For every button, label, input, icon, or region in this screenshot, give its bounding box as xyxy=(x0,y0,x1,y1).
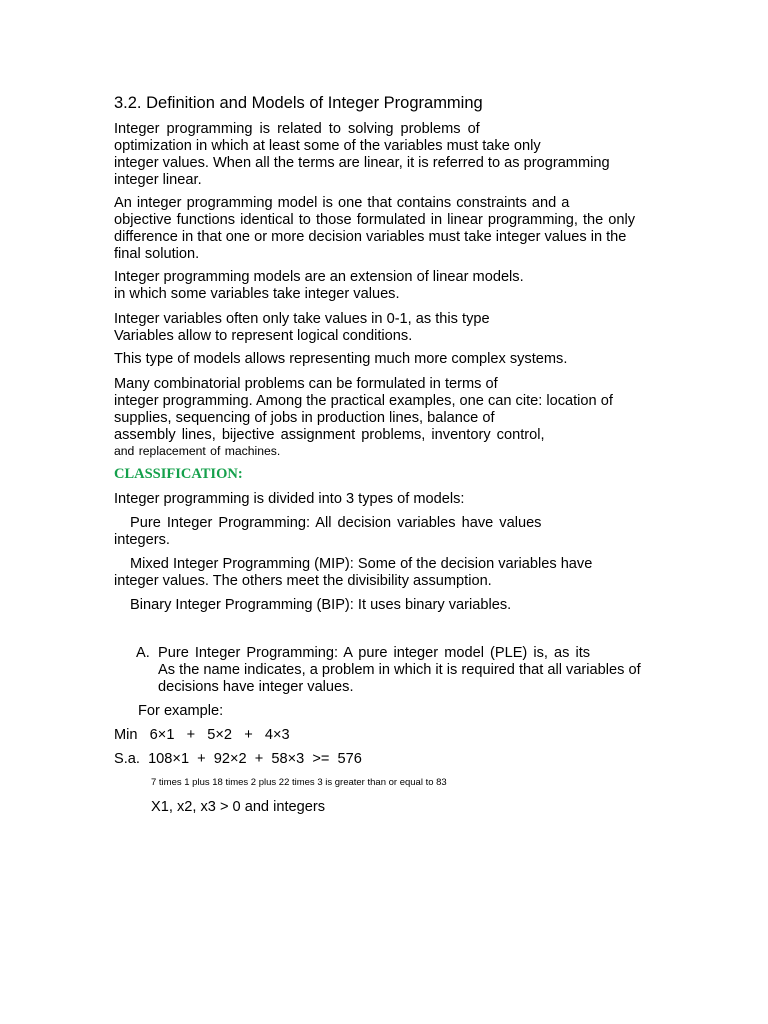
list-item xyxy=(114,556,592,573)
paragraph-line: assembly lines, bijective assignment problems, inventory control, xyxy=(114,427,545,443)
constraint-line: S.a. 108×1 + 92×2 + 58×3 >= 576 xyxy=(114,751,362,767)
list-item xyxy=(114,597,511,614)
paragraph-line: This type of models allows representing much more complex systems. xyxy=(114,351,568,367)
paragraph-line: in which some variables take integer values. xyxy=(114,286,400,302)
list-item-text: Binary Integer Programming (BIP): It uses binary variables. xyxy=(130,597,512,613)
section-heading: 3.2. Definition and Models of Integer Programming xyxy=(114,94,483,112)
intro-text: Integer programming is divided into 3 types of models: xyxy=(114,491,465,507)
paragraph-line: integer programming. Among the practical examples, one can cite: location of xyxy=(114,393,613,409)
small-note: 7 times 1 plus 18 times 2 plus 22 times 3 is greater than or equal to 83 xyxy=(151,777,447,788)
list-item-continuation: integers. xyxy=(114,532,170,548)
section-marker: A. xyxy=(136,645,150,661)
paragraph-line: and replacement of machines. xyxy=(114,444,281,458)
paragraph-line: Integer variables often only take values in 0-1, as this type xyxy=(114,311,490,327)
list-item-continuation: integer values. The others meet the divisibility assumption. xyxy=(114,573,492,589)
paragraph-line: integer linear. xyxy=(114,172,202,188)
paragraph-line: supplies, sequencing of jobs in production lines, balance of xyxy=(114,410,495,426)
list-item-text: Pure Integer Programming: All decision variables have values xyxy=(130,515,542,531)
list-item xyxy=(114,515,541,532)
paragraph-line: objective functions identical to those formulated in linear programming, the only xyxy=(114,212,636,228)
paragraph-line: final solution. xyxy=(114,246,200,262)
objective-line: Min 6×1 + 5×2 + 4×3 xyxy=(114,727,290,743)
paragraph-line: Pure Integer Programming: A pure integer model (PLE) is, as its xyxy=(158,645,591,661)
paragraph-line: integer values. When all the terms are linear, it is referred to as programming xyxy=(114,155,610,171)
paragraph-line: Integer programming is related to solving problems of xyxy=(114,121,480,137)
paragraph-line: An integer programming model is one that contains constraints and a xyxy=(114,195,570,211)
list-item-text: Mixed Integer Programming (MIP): Some of the decision variables have xyxy=(130,556,593,572)
classification-heading: CLASSIFICATION: xyxy=(114,466,243,482)
paragraph-line: Integer programming models are an extension of linear models. xyxy=(114,269,524,285)
paragraph-line: Variables allow to represent logical conditions. xyxy=(114,328,413,344)
paragraph-line: difference in that one or more decision variables must take integer values in the xyxy=(114,229,627,245)
paragraph-line: decisions have integer values. xyxy=(158,679,354,695)
paragraph-line: As the name indicates, a problem in which it is required that all variables of xyxy=(158,662,641,678)
paragraph-line: optimization in which at least some of the variables must take only xyxy=(114,138,541,154)
paragraph-line: Many combinatorial problems can be formulated in terms of xyxy=(114,376,498,392)
example-label: For example: xyxy=(138,703,224,719)
variable-constraint: X1, x2, x3 > 0 and integers xyxy=(151,799,326,815)
